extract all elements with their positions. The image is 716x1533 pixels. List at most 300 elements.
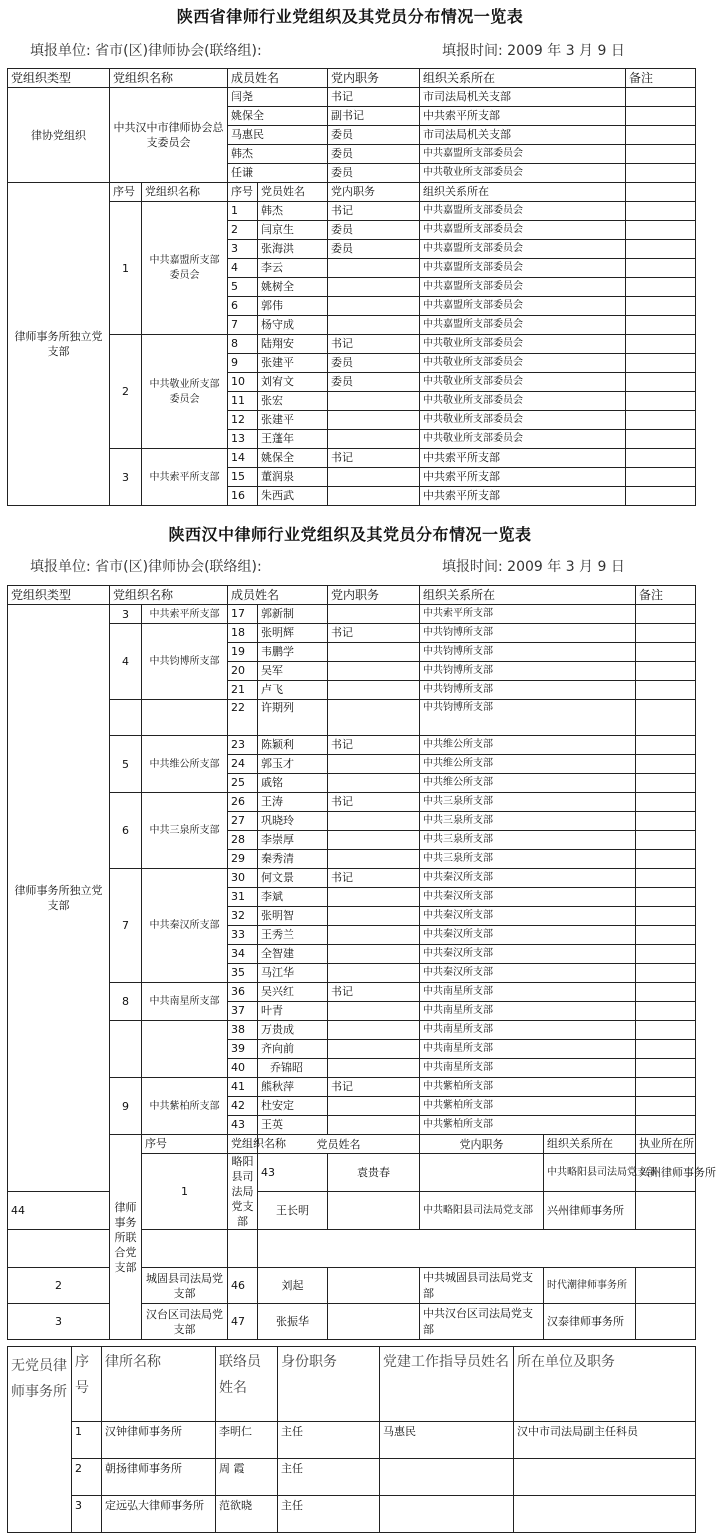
member-no: 41 — [228, 1078, 258, 1097]
member-role — [328, 468, 420, 487]
header-cell: 党员姓名 — [258, 183, 328, 202]
member-name: 许期列 — [258, 700, 328, 736]
remark-cell — [626, 240, 696, 259]
member-firm: 时代潮律师事务所 — [544, 1268, 636, 1304]
member-rel: 中共秦汉所支部 — [420, 888, 636, 907]
member-rel: 中共略阳县司法局党支部 — [420, 1192, 544, 1230]
member-no: 38 — [228, 1021, 258, 1040]
remark-cell — [636, 812, 696, 831]
member-name: 任谦 — [228, 164, 328, 183]
member-name: 李斌 — [258, 888, 328, 907]
member-rel: 中共秦汉所支部 — [420, 964, 636, 983]
member-name: 郭新制 — [258, 605, 328, 624]
member-name: 王涛 — [258, 793, 328, 812]
member-no: 24 — [228, 755, 258, 774]
org-seq: 9 — [110, 1078, 142, 1135]
member-no: 1 — [228, 202, 258, 221]
member-role: 副书记 — [328, 107, 420, 126]
table-row — [8, 88, 696, 107]
member-rel: 中共索平所支部 — [420, 605, 636, 624]
org-seq: 3 — [110, 605, 142, 624]
member-role — [328, 411, 420, 430]
member-role — [328, 1304, 420, 1340]
member-rel: 中共索平所支部 — [420, 468, 626, 487]
remark-cell — [636, 1097, 696, 1116]
member-name: 张建平 — [258, 411, 328, 430]
table-row — [8, 335, 696, 354]
remark-cell — [626, 183, 696, 202]
remark-cell — [636, 1192, 696, 1230]
member-no: 19 — [228, 643, 258, 662]
member-role — [328, 964, 420, 983]
member-name: 戚铭 — [258, 774, 328, 793]
member-name: 杨守成 — [258, 316, 328, 335]
header-cell: 党内职务 — [420, 1135, 544, 1154]
header-cell: 组织关系所在 — [420, 183, 626, 202]
remark-cell — [636, 700, 696, 736]
report-meta-2 — [30, 556, 670, 576]
header-cell: 党建工作指导员姓名 — [380, 1347, 514, 1422]
remark-cell — [626, 316, 696, 335]
remark-cell — [626, 354, 696, 373]
header-cell: 党员姓名 — [258, 1135, 420, 1154]
member-rel: 中共敬业所支部委员会 — [420, 392, 626, 411]
header-cell: 联络员姓名 — [216, 1347, 278, 1422]
org-seq: 5 — [110, 736, 142, 793]
org-name-cell: 中共索平所支部 — [142, 605, 228, 624]
header-cell: 组织关系所在 — [544, 1135, 636, 1154]
member-role — [328, 681, 420, 700]
sub-header-row — [8, 183, 696, 202]
remark-cell — [636, 643, 696, 662]
member-rel: 中共敬业所支部委员会 — [420, 411, 626, 430]
table-row — [8, 1459, 696, 1496]
member-rel: 中共钧博所支部 — [420, 662, 636, 681]
member-no: 43 — [228, 1116, 258, 1135]
member-no: 5 — [228, 278, 258, 297]
table-row — [8, 202, 696, 221]
member-rel: 中共索平所支部 — [420, 107, 626, 126]
remark-cell — [626, 449, 696, 468]
header-cell: 党组织名称 — [110, 586, 228, 605]
member-role — [328, 316, 420, 335]
member-name: 王蓬年 — [258, 430, 328, 449]
member-role — [328, 926, 420, 945]
member-name: 袁贵春 — [328, 1154, 420, 1192]
remark-cell — [636, 605, 696, 624]
member-name: 张振华 — [258, 1304, 328, 1340]
member-role — [328, 1002, 420, 1021]
remark-cell — [626, 88, 696, 107]
org-name-cell: 中共三泉所支部 — [142, 793, 228, 869]
remark-cell — [626, 126, 696, 145]
member-name: 叶青 — [258, 1002, 328, 1021]
remark-cell — [626, 221, 696, 240]
member-name: 闫尧 — [228, 88, 328, 107]
empty-cell — [110, 700, 142, 736]
member-role — [328, 1059, 420, 1078]
member-rel: 中共秦汉所支部 — [420, 869, 636, 888]
empty-cell — [110, 1021, 142, 1078]
header-cell: 成员姓名 — [228, 586, 328, 605]
member-rel: 中共索平所支部 — [420, 487, 626, 506]
member-no: 21 — [228, 681, 258, 700]
header-cell: 组织关系所在 — [420, 586, 636, 605]
member-no: 12 — [228, 411, 258, 430]
header-cell: 身份职务 — [278, 1347, 380, 1422]
member-rel: 中共敬业所支部委员会 — [420, 164, 626, 183]
member-role — [328, 700, 420, 736]
party-org-table-1 — [7, 68, 696, 506]
member-rel: 中共敬业所支部委员会 — [420, 354, 626, 373]
member-role: 书记 — [328, 983, 420, 1002]
remark-cell — [636, 907, 696, 926]
member-no: 23 — [228, 736, 258, 755]
member-name: 吴兴红 — [258, 983, 328, 1002]
member-rel: 中共汉台区司法局党支部 — [420, 1304, 544, 1340]
member-rel: 市司法局机关支部 — [420, 88, 626, 107]
member-no: 40 — [228, 1059, 258, 1078]
member-no: 15 — [228, 468, 258, 487]
member-rel: 中共维公所支部 — [420, 774, 636, 793]
member-name: 韦鹏学 — [258, 643, 328, 662]
member-no: 16 — [228, 487, 258, 506]
org-name-cell: 汉台区司法局党支部 — [142, 1304, 228, 1340]
org-name-cell: 中共索平所支部 — [142, 449, 228, 506]
member-rel: 中共嘉盟所支部委员会 — [420, 202, 626, 221]
table-row — [8, 1422, 696, 1459]
member-name: 张明智 — [258, 907, 328, 926]
member-rel: 中共三泉所支部 — [420, 850, 636, 869]
member-role — [328, 392, 420, 411]
header-cell: 党组织类型 — [8, 586, 110, 605]
table-row — [8, 1021, 696, 1040]
remark-cell — [626, 259, 696, 278]
member-rel: 中共敬业所支部委员会 — [420, 430, 626, 449]
sub-header-row — [8, 1135, 696, 1154]
member-no: 2 — [228, 221, 258, 240]
org-seq: 2 — [8, 1268, 110, 1304]
remark-cell — [636, 1040, 696, 1059]
remark-cell — [636, 681, 696, 700]
member-no: 28 — [228, 831, 258, 850]
empty-cell — [8, 1230, 110, 1268]
org-name-cell: 中共汉中市律师协会总支委员会 — [110, 88, 228, 183]
org-name-cell: 中共敬业所支部委员会 — [142, 335, 228, 449]
member-no: 17 — [228, 605, 258, 624]
member-no: 6 — [228, 297, 258, 316]
org-type-cell: 律师事务所联合党支部 — [110, 1135, 142, 1340]
table-row — [8, 1078, 696, 1097]
org-seq: 2 — [110, 335, 142, 449]
member-no: 20 — [228, 662, 258, 681]
member-role — [328, 1116, 420, 1135]
member-role — [328, 850, 420, 869]
contact-title: 主任 — [278, 1459, 380, 1496]
org-seq: 3 — [110, 449, 142, 506]
member-role — [420, 1154, 544, 1192]
member-rel: 中共钧博所支部 — [420, 624, 636, 643]
member-rel: 中共维公所支部 — [420, 755, 636, 774]
member-role — [328, 1097, 420, 1116]
table-row — [8, 700, 696, 736]
remark-cell — [626, 202, 696, 221]
member-name: 刘宥文 — [258, 373, 328, 392]
member-rel: 中共嘉盟所支部委员会 — [420, 221, 626, 240]
remark-cell — [636, 850, 696, 869]
header-cell: 组织关系所在 — [420, 69, 626, 88]
member-no: 39 — [228, 1040, 258, 1059]
guide-unit — [514, 1459, 696, 1496]
header-cell: 党内职务 — [328, 586, 420, 605]
member-no: 27 — [228, 812, 258, 831]
member-firm: 兴州律师事务所 — [636, 1154, 696, 1192]
remark-cell — [636, 945, 696, 964]
member-firm: 汉泰律师事务所 — [544, 1304, 636, 1340]
firm-seq: 1 — [72, 1422, 102, 1459]
member-no: 31 — [228, 888, 258, 907]
table-header-row — [8, 1347, 696, 1422]
remark-cell — [636, 755, 696, 774]
member-name: 秦秀清 — [258, 850, 328, 869]
member-name: 韩杰 — [228, 145, 328, 164]
member-rel: 中共南星所支部 — [420, 1040, 636, 1059]
member-no: 34 — [228, 945, 258, 964]
remark-cell — [636, 736, 696, 755]
member-role: 书记 — [328, 335, 420, 354]
member-role — [328, 1040, 420, 1059]
member-name: 齐向前 — [258, 1040, 328, 1059]
table-row — [8, 624, 696, 643]
member-rel: 中共嘉盟所支部委员会 — [420, 259, 626, 278]
remark-cell — [636, 793, 696, 812]
org-seq: 6 — [110, 793, 142, 869]
member-role — [328, 831, 420, 850]
member-name: 陈颖利 — [258, 736, 328, 755]
report-meta — [30, 40, 670, 60]
remark-cell — [626, 164, 696, 183]
remark-cell — [636, 888, 696, 907]
org-seq: 3 — [8, 1304, 110, 1340]
member-rel: 中共敬业所支部委员会 — [420, 335, 626, 354]
remark-cell — [636, 983, 696, 1002]
member-name: 乔锦昭 — [258, 1059, 328, 1078]
member-name: 熊秋萍 — [258, 1078, 328, 1097]
member-rel: 市司法局机关支部 — [420, 126, 626, 145]
org-seq: 4 — [110, 624, 142, 700]
contact-name: 范欲晓 — [216, 1496, 278, 1533]
remark-cell — [626, 411, 696, 430]
member-no: 26 — [228, 793, 258, 812]
member-rel: 中共三泉所支部 — [420, 793, 636, 812]
header-cell: 序号 — [72, 1347, 102, 1422]
org-seq: 1 — [110, 202, 142, 335]
member-no: 18 — [228, 624, 258, 643]
member-rel: 中共嘉盟所支部委员会 — [420, 278, 626, 297]
member-role: 委员 — [328, 240, 420, 259]
member-name: 朱西武 — [258, 487, 328, 506]
org-type-cell: 律师事务所独立党支部 — [8, 183, 110, 506]
member-name: 陆翔安 — [258, 335, 328, 354]
table-row — [8, 736, 696, 755]
member-role — [328, 487, 420, 506]
empty-cell — [258, 1230, 696, 1268]
member-no: 29 — [228, 850, 258, 869]
org-name-cell: 中共钧博所支部 — [142, 624, 228, 700]
member-rel: 中共南星所支部 — [420, 1021, 636, 1040]
header-cell: 党组织名称 — [142, 183, 228, 202]
member-name: 姚保全 — [228, 107, 328, 126]
member-role — [328, 755, 420, 774]
member-no: 11 — [228, 392, 258, 411]
member-role: 书记 — [328, 793, 420, 812]
header-cell: 律所名称 — [102, 1347, 216, 1422]
member-name: 姚保全 — [258, 449, 328, 468]
member-rel: 中共钧博所支部 — [420, 681, 636, 700]
member-rel: 中共南星所支部 — [420, 983, 636, 1002]
firm-name: 朝扬律师事务所 — [102, 1459, 216, 1496]
org-name-cell: 城固县司法局党支部 — [142, 1268, 228, 1304]
member-name: 韩杰 — [258, 202, 328, 221]
header-cell: 党内职务 — [328, 183, 420, 202]
firm-name: 定远弘大律师事务所 — [102, 1496, 216, 1533]
member-name: 卢飞 — [258, 681, 328, 700]
member-no: 30 — [228, 869, 258, 888]
member-no: 36 — [228, 983, 258, 1002]
member-role: 委员 — [328, 354, 420, 373]
remark-cell — [626, 107, 696, 126]
member-rel: 中共嘉盟所支部委员会 — [420, 297, 626, 316]
header-cell: 无党员律师事务所 — [8, 1347, 72, 1533]
org-name-cell: 中共嘉盟所支部委员会 — [142, 202, 228, 335]
page-title: 陕西省律师行业党组织及其党员分布情况一览表 — [176, 7, 524, 26]
member-name: 李云 — [258, 259, 328, 278]
guide-name: 马惠民 — [380, 1422, 514, 1459]
member-no: 37 — [228, 1002, 258, 1021]
member-role — [328, 605, 420, 624]
header-cell: 执业所在所 — [636, 1135, 696, 1154]
contact-title: 主任 — [278, 1496, 380, 1533]
header-cell: 备注 — [626, 69, 696, 88]
remark-cell — [636, 774, 696, 793]
member-firm: 兴州律师事务所 — [544, 1192, 636, 1230]
member-name: 杜安定 — [258, 1097, 328, 1116]
empty-cell — [228, 1230, 258, 1268]
member-rel: 中共三泉所支部 — [420, 812, 636, 831]
member-no: 44 — [8, 1192, 110, 1230]
date-label: 填报时间: 2009 年 3 月 9 日 — [442, 43, 625, 59]
org-seq: 7 — [110, 869, 142, 983]
member-name: 何文景 — [258, 869, 328, 888]
member-role — [328, 259, 420, 278]
remark-cell — [626, 297, 696, 316]
remark-cell — [636, 869, 696, 888]
remark-cell — [636, 1059, 696, 1078]
member-rel: 中共南星所支部 — [420, 1002, 636, 1021]
remark-cell — [626, 278, 696, 297]
member-no: 33 — [228, 926, 258, 945]
member-name: 吴军 — [258, 662, 328, 681]
member-rel: 中共紫柏所支部 — [420, 1097, 636, 1116]
header-cell: 成员姓名 — [228, 69, 328, 88]
member-rel: 中共紫柏所支部 — [420, 1116, 636, 1135]
unit-label: 填报单位: 省市(区)律师协会(联络组): — [30, 559, 262, 575]
org-type-cell: 律协党组织 — [8, 88, 110, 183]
header-cell: 所在单位及职务 — [514, 1347, 696, 1422]
member-no: 25 — [228, 774, 258, 793]
member-role — [328, 430, 420, 449]
remark-cell — [626, 335, 696, 354]
remark-cell — [636, 1078, 696, 1097]
contact-name: 周 霞 — [216, 1459, 278, 1496]
member-rel: 中共敬业所支部委员会 — [420, 373, 626, 392]
member-role — [328, 812, 420, 831]
remark-cell — [636, 1021, 696, 1040]
org-name-cell: 中共秦汉所支部 — [142, 869, 228, 983]
member-name: 张宏 — [258, 392, 328, 411]
page-title-2: 陕西汉中律师行业党组织及其党员分布情况一览表 — [168, 525, 532, 544]
table-row — [8, 1496, 696, 1533]
member-role — [328, 945, 420, 964]
member-name: 全智建 — [258, 945, 328, 964]
date-label: 填报时间: 2009 年 3 月 9 日 — [442, 559, 625, 575]
member-role: 书记 — [328, 88, 420, 107]
member-role: 书记 — [328, 1078, 420, 1097]
party-org-table-2 — [7, 585, 716, 1340]
no-member-firms-table — [7, 1346, 696, 1533]
member-name: 郭玉才 — [258, 755, 328, 774]
remark-cell — [626, 430, 696, 449]
member-no: 43 — [258, 1154, 328, 1192]
org-seq: 8 — [110, 983, 142, 1021]
remark-cell — [636, 624, 696, 643]
member-name: 姚树全 — [258, 278, 328, 297]
member-role: 委员 — [328, 145, 420, 164]
remark-cell — [626, 487, 696, 506]
unit-label: 填报单位: 省市(区)律师协会(联络组): — [30, 43, 262, 59]
member-name: 李崇厚 — [258, 831, 328, 850]
org-name-cell: 略阳县司法局党支部 — [228, 1154, 258, 1230]
remark-cell — [636, 964, 696, 983]
member-role — [328, 774, 420, 793]
member-name: 郭伟 — [258, 297, 328, 316]
member-name: 张海洪 — [258, 240, 328, 259]
member-rel: 中共略阳县司法局党支部 — [544, 1154, 636, 1192]
member-role: 委员 — [328, 164, 420, 183]
table-row — [8, 983, 696, 1002]
member-no: 22 — [228, 700, 258, 736]
member-no: 14 — [228, 449, 258, 468]
member-role — [328, 1021, 420, 1040]
member-role: 书记 — [328, 869, 420, 888]
org-name-cell: 中共紫柏所支部 — [142, 1078, 228, 1135]
remark-cell — [636, 926, 696, 945]
contact-name: 李明仁 — [216, 1422, 278, 1459]
header-cell: 党内职务 — [328, 69, 420, 88]
member-role: 委员 — [328, 126, 420, 145]
member-name: 闫京生 — [258, 221, 328, 240]
member-rel: 中共钧博所支部 — [420, 643, 636, 662]
member-no: 13 — [228, 430, 258, 449]
member-role — [328, 1268, 420, 1304]
remark-cell — [626, 145, 696, 164]
member-role — [328, 662, 420, 681]
member-rel: 中共秦汉所支部 — [420, 907, 636, 926]
remark-cell — [636, 1002, 696, 1021]
member-role — [328, 907, 420, 926]
member-name: 张明辉 — [258, 624, 328, 643]
member-no: 8 — [228, 335, 258, 354]
